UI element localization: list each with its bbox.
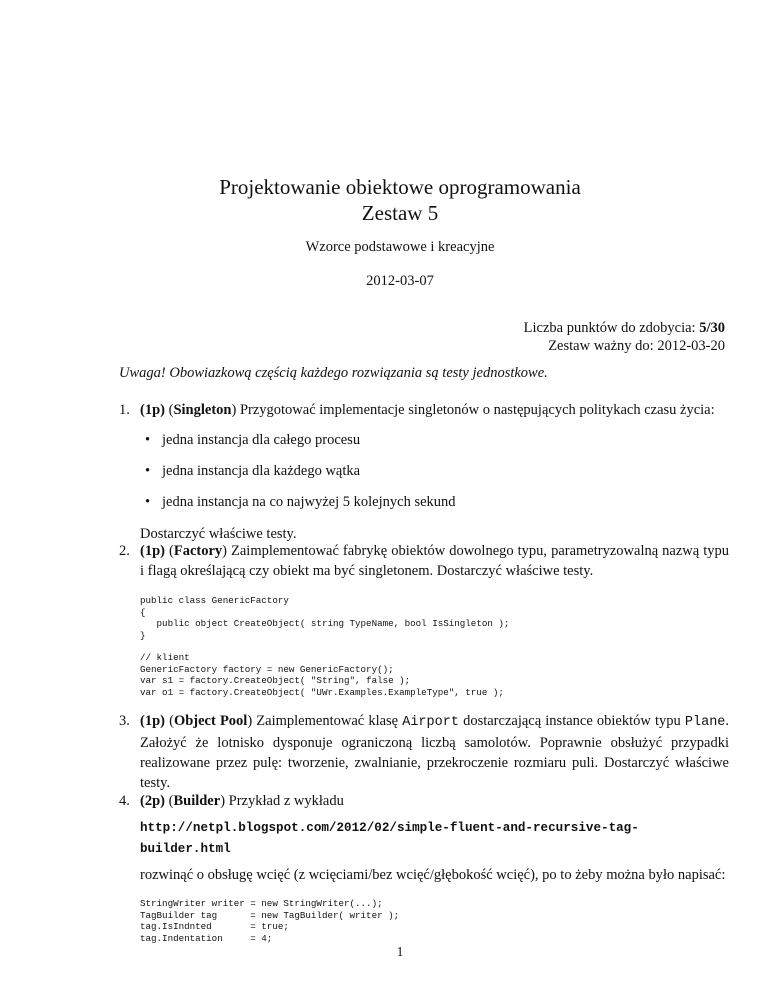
code-block: public class GenericFactory { public object CreateObject( string TypeName, bool IsSingleton ); } xyxy=(140,595,510,641)
task-name: (Factory) xyxy=(169,543,227,559)
task-name: (Object Pool) xyxy=(169,713,253,729)
task-paragraph xyxy=(140,791,729,811)
task-text: Przygotować implementacje singletonów o następujących politykach czasu życia: xyxy=(239,402,715,418)
task-body xyxy=(140,400,729,544)
task-text: rozwinąć o obsługę wcięć (z wcięciami/bez wcięć/głębokość wcięć), po to żeby można było napisać: xyxy=(140,867,726,883)
points-value: 5/30 xyxy=(699,320,725,336)
valid-line xyxy=(524,337,725,355)
valid-label: Zestaw ważny do: xyxy=(548,338,654,354)
task-number: 1. xyxy=(119,402,130,418)
task-paragraph xyxy=(140,400,729,420)
url-line xyxy=(140,817,729,859)
task-number: 2. xyxy=(119,543,130,559)
points-label: Liczba punktów do zdobycia: xyxy=(523,320,696,336)
code-block: StringWriter writer = new StringWriter(...); TagBuilder tag = new TagBuilder( writer ); tag.IsIndnted = true; tag.Indentation = 4; xyxy=(140,898,400,944)
bullet-list xyxy=(140,430,729,512)
task-body xyxy=(140,791,729,944)
task-points: (1p) xyxy=(140,543,165,559)
document-title xyxy=(0,174,768,226)
document-date: 2012-03-07 xyxy=(366,273,434,289)
task-body xyxy=(140,541,729,698)
class-name-plane: Plane xyxy=(684,715,726,730)
task-2 xyxy=(119,541,729,698)
document-subtitle: Wzorce podstawowe i kreacyjne xyxy=(305,239,495,255)
task-points: (2p) xyxy=(140,793,165,809)
task-paragraph xyxy=(140,541,729,581)
reference-url: http://netpl.blogspot.com/2012/02/simple-fluent-and-recursive-tag-builder.html xyxy=(140,821,639,856)
task-text: Przykład z wykładu xyxy=(228,793,344,809)
task-4 xyxy=(119,791,729,944)
points-line xyxy=(524,319,725,337)
task-points: (1p) xyxy=(140,713,165,729)
task-text: dostarczającą instance obiektów typu xyxy=(463,713,681,729)
note: Uwaga! Obowiazkową częścią każdego rozwiązania są testy jednostkowe. xyxy=(119,365,548,381)
task-1 xyxy=(119,400,729,544)
code-block: // klient GenericFactory factory = new GenericFactory(); var s1 = factory.CreateObject( "String", false ); var o1 = factory.CreateObject( "UWr.Examples.ExampleType", true ); xyxy=(140,652,504,698)
title-line-1: Projektowanie obiektowe oprogramowania xyxy=(219,175,581,199)
task-number: 3. xyxy=(119,713,130,729)
task-body xyxy=(140,711,729,793)
title-line-2: Zestaw 5 xyxy=(361,201,439,225)
valid-value: 2012-03-20 xyxy=(657,338,725,354)
task-footer: Dostarczyć właściwe testy. xyxy=(140,526,297,542)
task-text: Zaimplementować fabrykę obiektów dowolnego typu, parametryzowalną nazwą typu i flagą określającą czy obiekt ma być singletonem. Dostarczyć właściwe testy. xyxy=(140,543,729,579)
class-name-airport: Airport xyxy=(402,715,459,730)
task-3 xyxy=(119,711,729,793)
meta-info xyxy=(524,319,725,355)
list-item: • jedna instancja na co najwyżej 5 kolejnych sekund xyxy=(140,492,729,512)
task-name: (Builder) xyxy=(168,793,226,809)
task-text: Zaimplementować klasę xyxy=(256,713,399,729)
task-text: . Założyć że lotnisko dysponuje ograniczoną liczbą samolotów. Poprawnie obsłużyć przypadki realizowane przez pulę: tworzenie, zwalnianie, przekroczenie rozmiaru puli. Dostarczyć właściwe testy. xyxy=(140,713,730,791)
task-name: (Singleton) xyxy=(168,402,237,418)
page-number: 1 xyxy=(396,944,404,959)
task-number: 4. xyxy=(119,793,130,809)
list-item: • jedna instancja dla całego procesu xyxy=(140,430,729,450)
list-item: • jedna instancja dla każdego wątka xyxy=(140,461,729,481)
task-points: (1p) xyxy=(140,402,165,418)
